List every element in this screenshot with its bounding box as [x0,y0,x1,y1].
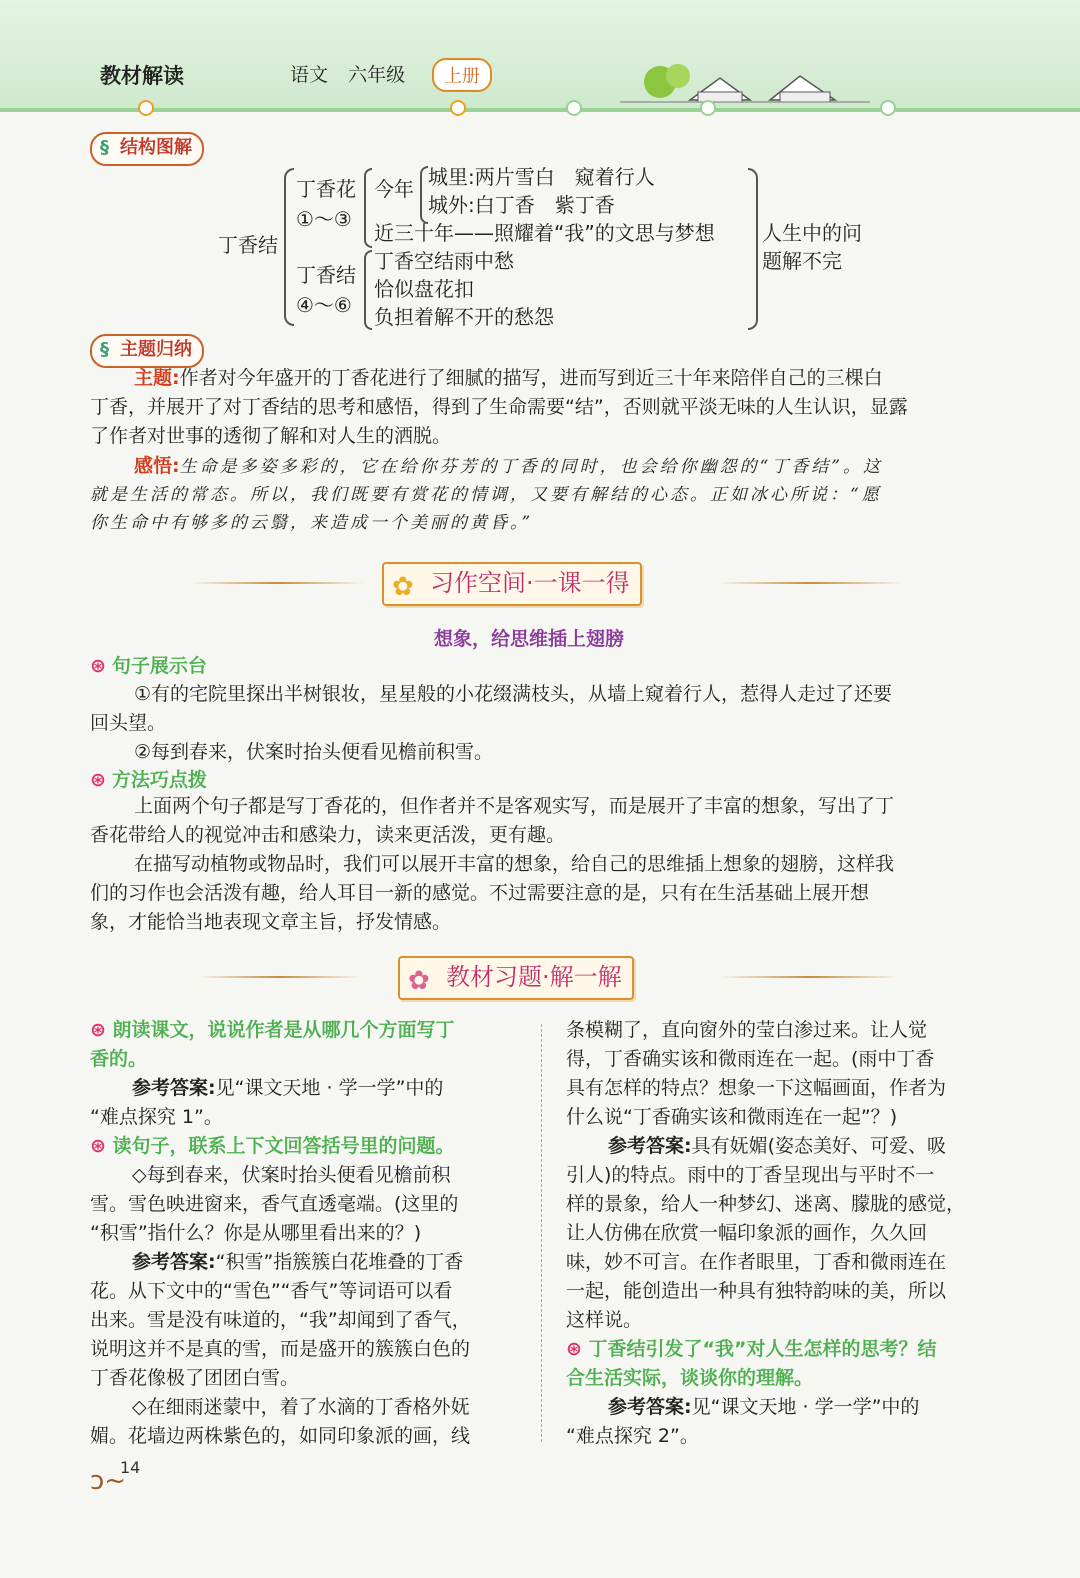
method-line: 在描写动植物或物品时，我们可以展开丰富的想象，给自己的思维插上想象的翅膀，这样我 [134,853,895,875]
structure-knot1: 丁香空结雨中愁 [374,249,514,273]
writing-subtitle: 想象，给思维插上翅膀 [434,628,625,650]
exercise-right-column [566,1016,1006,1451]
feeling-paragraph [90,452,1010,537]
line-text: 具有妩媚(姿态美好、可爱、吸 [691,1135,947,1157]
text-line [90,1364,530,1393]
page-swirl-icon: ↄ~ [90,1466,127,1496]
line-text: 具有怎样的特点？想象一下这幅画面，作者为 [566,1077,947,1099]
theme-line: 了作者对世事的透彻了解和对人生的洒脱。 [90,425,452,447]
header-dot [138,100,154,116]
line-text: 条模糊了，直向窗外的莹白渗过来。让人觉 [566,1019,928,1041]
structure-root: 丁香结 [218,233,278,257]
text-line [566,1219,1006,1248]
page-header [0,0,1080,112]
text-line [566,1074,1006,1103]
structure-brace-right [748,168,758,330]
answer-line [566,1132,1006,1161]
column-divider [541,1024,542,1442]
writing-banner [382,562,642,606]
method-line: 上面两个句子都是写丁香花的，但作者并不是客观实写，而是展开了丰富的想象，写出了丁 [134,795,895,817]
answer-label: 参考答案: [608,1135,692,1157]
text-line [90,1190,530,1219]
line-text: 说明这并不是真的雪，而是盛开的簇簇白色的 [90,1338,471,1360]
theme-label: 主题: [134,367,180,389]
sentence-examples [90,680,1010,767]
answer-line [566,1393,1006,1422]
text-line [566,1190,1006,1219]
method-line: 们的习作也会活泼有趣，给人耳目一新的感觉。不过需要注意的是，只有在生活基础上展开想 [90,882,870,904]
sentence-heading [90,652,207,680]
page-number: 14 [120,1458,141,1477]
line-text: 丁香花像极了团团白雪。 [90,1367,300,1389]
text-line [90,1219,530,1248]
structure-branch1: 丁香花 [296,177,356,201]
answer-line [90,1248,530,1277]
header-dot [880,100,896,116]
exercise-left-column [90,1016,530,1451]
method-heading [90,766,207,794]
structure-branch2: 丁香结 [296,263,356,287]
text-line [566,1422,1006,1451]
structure-knot3: 负担着解不开的愁怨 [374,305,554,329]
feeling-line: 就是生活的常态。所以，我们既要有赏花的情调，又要有解结的心态。正如冰心所说：“愿 [90,485,882,505]
text-line [90,1393,530,1422]
structure-brace-branch2 [364,250,372,330]
theme-paragraph [90,364,1010,451]
text-line [566,1306,1006,1335]
feeling-line: 你生命中有够多的云翳，来造成一个美丽的黄昏。” [90,513,534,533]
bullet-icon: ⊛ [90,1019,113,1041]
line-text: 出来。雪是没有味道的，“我”却闻到了香气， [90,1309,471,1331]
structure-brace-now [420,166,428,224]
line-text: 朗读课文，说说作者是从哪几个方面写丁 [112,1019,455,1041]
line-text: 见“课文天地 · 学一学”中的 [215,1077,444,1099]
text-line [90,1306,530,1335]
text-line [90,1335,530,1364]
text-line [566,1103,1006,1132]
text-line [566,1277,1006,1306]
question-line [566,1335,1006,1364]
line-text: “积雪”指簇簇白花堆叠的丁香 [215,1251,464,1273]
line-text: 让人仿佛在欣赏一幅印象派的画作，久久回 [566,1222,928,1244]
feeling-label: 感悟: [134,455,180,477]
text-line [90,1277,530,1306]
text-line [90,1103,530,1132]
header-subject: 语文 [290,64,329,86]
method-paragraphs [90,792,1010,937]
structure-conclusion-1: 人生中的问 [762,221,862,245]
line-text: 这样说。 [566,1309,643,1331]
writing-banner-text: 习作空间·一课一得 [430,569,630,597]
text-line [90,1161,530,1190]
line-text: 花。从下文中的“雪色”“香气”等词语可以看 [90,1280,453,1302]
answer-label: 参考答案: [132,1077,216,1099]
line-text: 一起，能创造出一种具有独特韵味的美，所以 [566,1280,947,1302]
bullet-icon: ⊛ [90,1135,113,1157]
line-text: 丁香结引发了“我”对人生怎样的思考？结 [588,1338,937,1360]
structure-decades: 近三十年——照耀着“我”的文思与梦想 [374,221,715,245]
header-grade: 六年级 [348,64,406,86]
exercise-banner [398,956,634,1000]
divider-line [196,976,361,978]
bullet-icon: ⊛ [90,655,106,677]
line-text: 合生活实际，谈谈你的理解。 [566,1367,814,1389]
divider-line [720,976,900,978]
line-text: 香的。 [90,1048,148,1070]
header-dot [700,100,716,116]
village-illustration [620,64,870,104]
structure-now: 今年 [374,177,414,201]
question-line [90,1132,530,1161]
question-line [90,1045,530,1074]
header-dot [566,100,582,116]
header-volume-badge: 上册 [432,58,492,92]
header-title: 教材解读 [100,64,184,88]
flower-icon: ✿ [392,572,414,602]
structure-conclusion-2: 题解不完 [762,249,842,273]
header-subject-grade [290,60,419,87]
divider-line [190,582,365,584]
answer-label: 参考答案: [608,1396,692,1418]
flower-icon: ✿ [408,966,430,996]
line-text: ◇在细雨迷蒙中，着了水滴的丁香格外妩 [132,1396,470,1418]
line-text: “积雪”指什么？你是从哪里看出来的？) [90,1222,422,1244]
header-dot [450,100,466,116]
line-text: 读句子，联系上下文回答括号里的问题。 [112,1135,455,1157]
question-line [90,1016,530,1045]
line-text: 样的景象，给人一种梦幻、迷离、朦胧的感觉， [566,1193,966,1215]
structure-branch1-range: ①～③ [296,207,352,231]
question-line [566,1364,1006,1393]
bullet-icon: ⊛ [90,769,106,791]
answer-line [90,1074,530,1103]
structure-knot2: 恰似盘花扣 [374,277,474,301]
method-line: 香花带给人的视觉冲击和感染力，读来更活泼，更有趣。 [90,824,566,846]
line-text: 什么说“丁香确实该和微雨连在一起”？) [566,1106,898,1128]
theme-line: 作者对今年盛开的丁香花进行了细腻的描写，进而写到近三十年来陪伴自己的三棵白 [179,367,883,389]
sentence-line: ②每到春来，伏案时抬头便看见檐前积雪。 [134,741,494,763]
structure-city-in: 城里:两片雪白 窥着行人 [428,165,655,189]
text-line [566,1016,1006,1045]
divider-line [718,582,903,584]
answer-label: 参考答案: [132,1251,216,1273]
bullet-icon: ⊛ [566,1338,589,1360]
feeling-line: 生命是多姿多彩的，它在给你芬芳的丁香的同时，也会给你幽怨的“丁香结”。这 [179,457,883,477]
theme-badge: § 主题归纳 [90,334,204,368]
structure-branch2-range: ④～⑥ [296,293,352,317]
text-line [566,1161,1006,1190]
line-text: “难点探究 1”。 [90,1106,223,1128]
structure-brace-branch1 [364,168,372,248]
method-line: 象，才能恰当地表现文章主旨，抒发情感。 [90,911,452,933]
structure-city-out: 城外:白丁香 紫丁香 [428,193,615,217]
theme-line: 丁香，并展开了对丁香结的思考和感悟，得到了生命需要“结”，否则就平淡无味的人生认识，显露 [90,396,908,418]
sentence-line: ①有的宅院里探出半树银妆，星星般的小花缀满枝头，从墙上窥着行人，惹得人走过了还要 [134,683,893,705]
line-text: 媚。花墙边两株紫色的，如同印象派的画，线 [90,1425,471,1447]
line-text: 得，丁香确实该和微雨连在一起。(雨中丁香 [566,1048,935,1070]
line-text: ◇每到春来，伏案时抬头便看见檐前积 [132,1164,451,1186]
text-line [566,1045,1006,1074]
line-text: 味，妙不可言。在作者眼里，丁香和微雨连在 [566,1251,947,1273]
method-heading-text: 方法巧点拨 [111,769,207,791]
text-line [566,1248,1006,1277]
line-text: 见“课文天地 · 学一学”中的 [691,1396,920,1418]
sentence-heading-text: 句子展示台 [111,655,207,677]
sentence-line: 回头望。 [90,712,167,734]
structure-badge: § 结构图解 [90,132,204,166]
text-line [90,1422,530,1451]
line-text: 引人)的特点。雨中的丁香呈现出与平时不一 [566,1164,935,1186]
line-text: 雪。雪色映进窗来，香气直透毫端。(这里的 [90,1193,459,1215]
structure-brace-root [284,168,294,326]
exercise-banner-text: 教材习题·解一解 [446,963,622,991]
line-text: “难点探究 2”。 [566,1425,699,1447]
